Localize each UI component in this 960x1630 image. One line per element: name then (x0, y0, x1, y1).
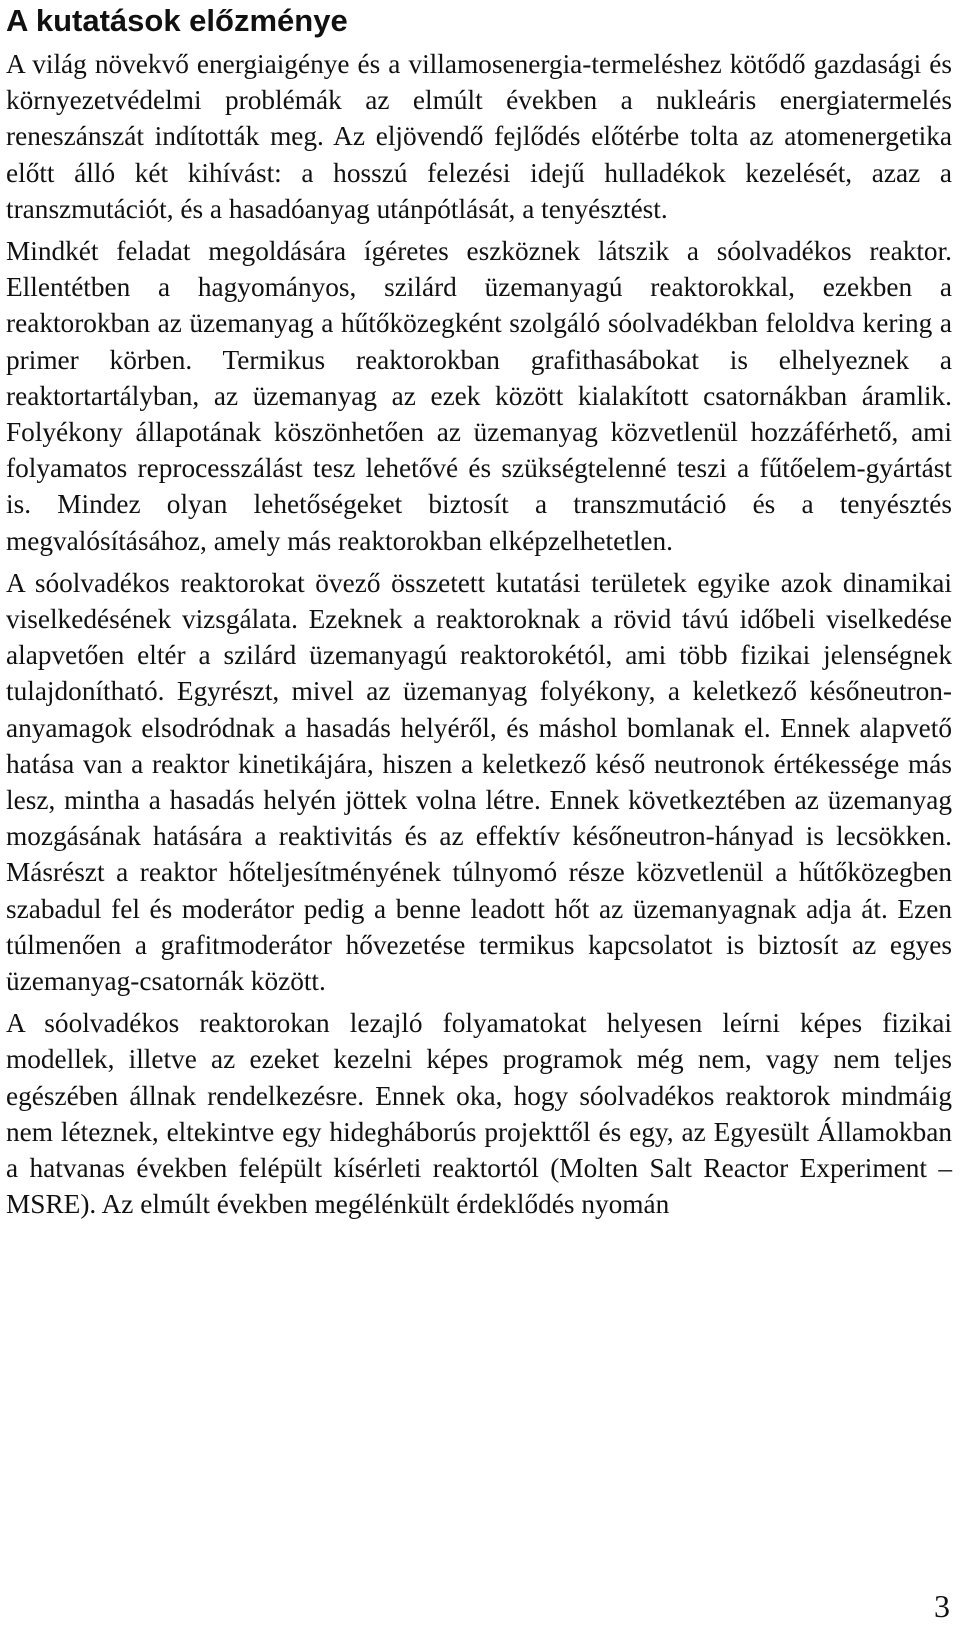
paragraph-molten-salt-reactor: Mindkét feladat megoldására ígéretes eszköznek látszik a sóolvadékos reaktor. Ellentétben a hagyományos, szilárd üzemanyagú reaktorokkal, ezekben a reaktorokban az üzemanyag a hűtőközegként szolgáló sóolvadékban feloldva kering a primer körben. Termikus reaktorokban grafithasábokat is elhelyeznek a reaktortartályban, az üzemanyag az ezek között kialakított csatornákban áramlik. Folyékony állapotának köszönhetően az üzemanyag közvetlenül hozzáférhető, ami folyamatos reprocesszálást tesz lehetővé és szükségtelenné teszi a fűtőelem-gyártást is. Mindez olyan lehetőségeket biztosít a transzmutáció és a tenyésztés megvalósításához, amely más reaktorokban elképzelhetetlen. (6, 236, 952, 556)
paragraph-dynamics: A sóolvadékos reaktorokat övező összetett kutatási területek egyike azok dinamikai viselkedésének vizsgálata. Ezeknek a reaktoroknak a rövid távú időbeli viselkedése alapvetően eltér a szilárd üzemanyagú reaktorokétól, ami több fizikai jelenségnek tulajdonítható. Egyrészt, mivel az üzemanyag folyékony, a keletkező későneutron-anyamagok elsodródnak a hasadás helyéről, és máshol bomlanak el. Ennek alapvető hatása van a reaktor kinetikájára, hiszen a keletkező késő neutronok értékessége más lesz, mintha a hasadás helyén jöttek volna létre. Ennek következtében az üzemanyag mozgásának hatására a reaktivitás és az effektív későneutron-hányad is lecsökken. Másrészt a reaktor hőteljesítményének túlnyomó része közvetlenül a hűtőközegben szabadul fel és moderátor pedig a benne leadott hőt az üzemanyagnak adja át. Ezen túlmenően a grafitmoderátor hővezetése termikus kapcsolatot is biztosít az egyes üzemanyag-csatornák között. (6, 567, 952, 997)
paragraph-background: A világ növekvő energiaigénye és a villamosenergia-termeléshez kötődő gazdasági és környezetvédelmi problémák az elmúlt években a nukleáris energiatermelés reneszánszát indították meg. Az eljövendő fejlődés előtérbe tolta az atomenergetika előtt álló két kihívást: a hosszú felezési idejű hulladékok kezelését, azaz a transzmutációt, és a hasadóanyag utánpótlását, a tenyésztést. (6, 49, 952, 224)
paragraph-models: A sóolvadékos reaktorokan lezajló folyamatokat helyesen leírni képes fizikai modellek, illetve az ezeket kezelni képes programok még nem, vagy nem teljes egészében állnak rendelkezésre. Ennek oka, hogy sóolvadékos reaktorok mindmáig nem léteznek, eltekintve egy hidegháborús projekttől és egy, az Egyesült Államokban a hatvanas években felépült kísérleti reaktortól (Molten Salt Reactor Experiment – MSRE). Az elmúlt években megélénkült érdeklődés nyomán (6, 1008, 952, 1220)
section-heading: A kutatások előzménye (6, 3, 348, 38)
document-page (6, 0, 952, 1229)
page-number: 3 (934, 1588, 950, 1624)
